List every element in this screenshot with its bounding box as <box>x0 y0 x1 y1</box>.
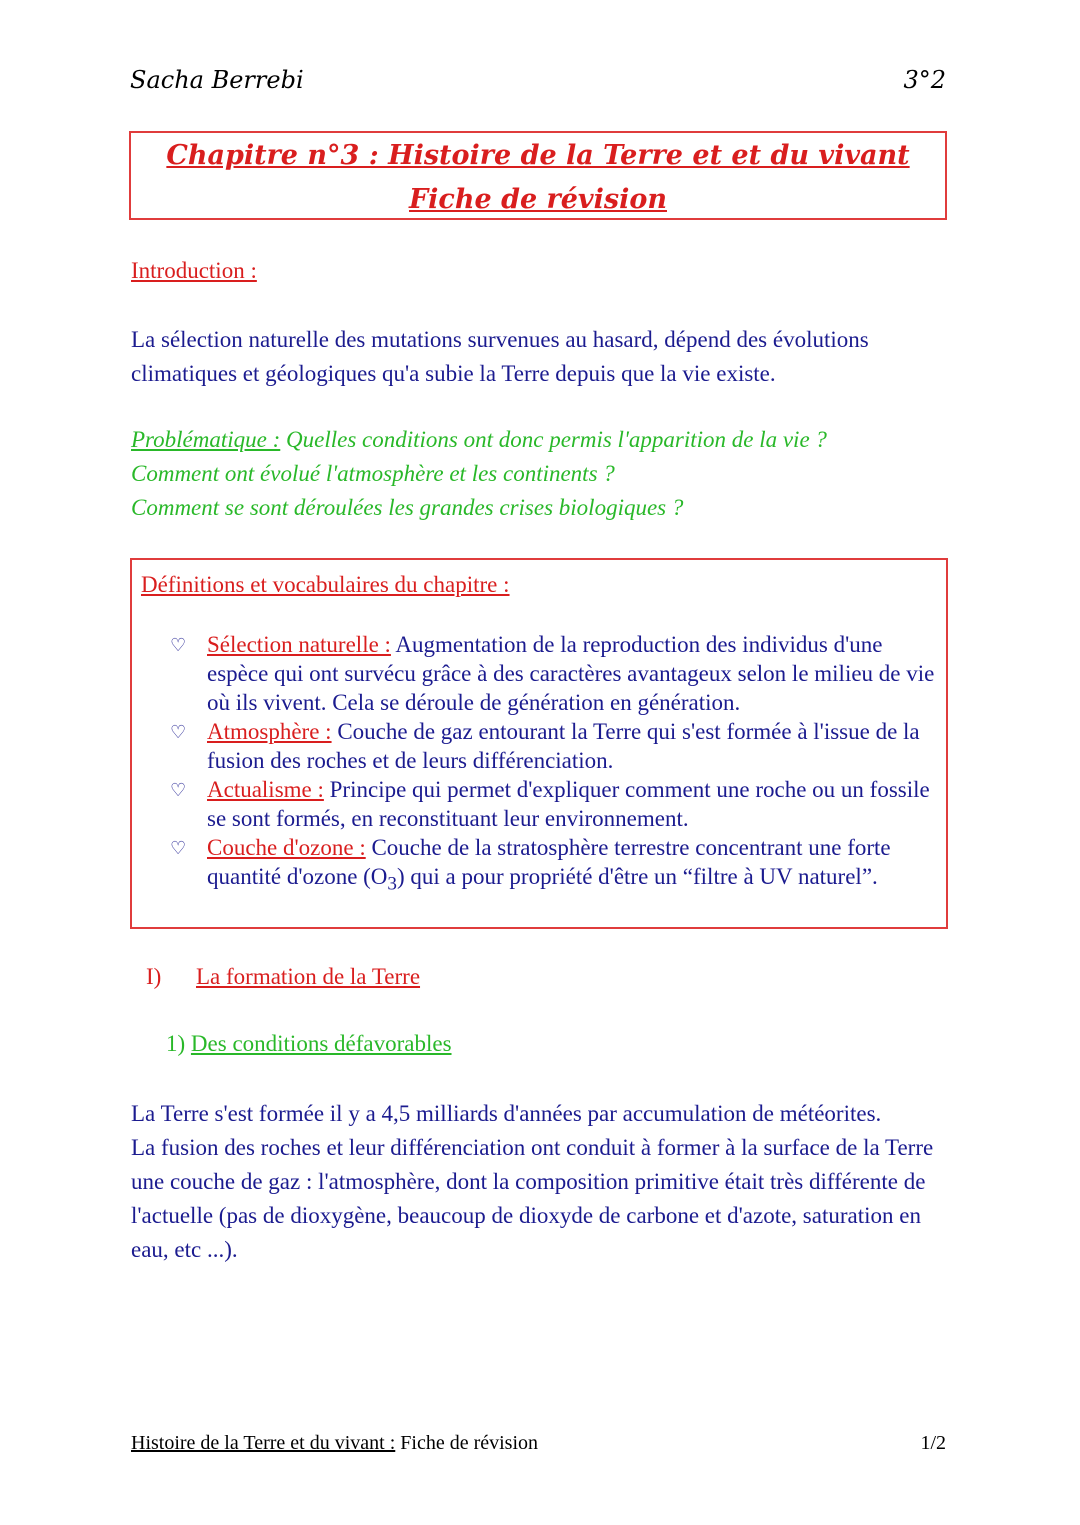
definitions-title: Définitions et vocabulaires du chapitre : <box>141 572 510 597</box>
subsection-title: Des conditions défavorables <box>190 1031 452 1056</box>
problematique-question-1: Quelles conditions ont donc permis l'apparition de la vie ? <box>280 427 827 452</box>
section-heading-1 <box>146 964 420 990</box>
problematique-question-2: Comment ont évolué l'atmosphère et les continents ? <box>131 461 615 486</box>
footer-title <box>131 1432 538 1455</box>
problematique-block <box>131 423 951 525</box>
heart-bullet-icon: ♡ <box>170 838 187 858</box>
problematique-line-1 <box>131 423 951 457</box>
author-name: Sacha Berrebi <box>130 66 304 94</box>
body-paragraph-2: La fusion des roches et leur différenciation ont conduit à former à la surface de la Terre une couche de gaz : l'atmosphère, dont la composition primitive était très différente de l'actuelle (pas de dioxygène, beaucoup de dioxyde de carbone et d'azote, saturation en eau, etc ...). <box>131 1135 934 1262</box>
title-box <box>129 131 947 220</box>
definition-item <box>170 717 940 775</box>
definition-term: Sélection naturelle : <box>207 632 391 657</box>
heart-bullet-icon: ♡ <box>170 780 187 800</box>
heart-bullet-icon: ♡ <box>170 635 187 655</box>
section-number: I) <box>146 964 162 989</box>
subsection-number: 1) <box>166 1031 186 1056</box>
definition-term: Atmosphère : <box>207 719 332 744</box>
class-label: 3°2 <box>903 66 946 94</box>
introduction-text: La sélection naturelle des mutations survenues au hasard, dépend des évolutions climatiques et géologiques qu'a subie la Terre depuis que la vie existe. <box>131 327 869 386</box>
definitions-list <box>170 630 940 899</box>
subsection-heading-1 <box>166 1031 452 1057</box>
definition-text: Augmentation de la reproduction des individus d'une espèce qui ont survécu grâce à des caractères avantageux selon le milieu de vie où ils vivent. Cela se déroule de génération en génération. <box>207 632 935 715</box>
definition-item <box>170 833 940 899</box>
sheet-subtitle: Fiche de révision <box>409 184 667 215</box>
section-title: La formation de la Terre <box>196 964 421 989</box>
definition-text: Couche de gaz entourant la Terre qui s'est formée à l'issue de la fusion des roches et de leurs différenciation. <box>207 719 920 773</box>
footer-title-rest: Fiche de révision <box>395 1432 539 1454</box>
introduction-heading: Introduction : <box>131 258 257 283</box>
definitions-box <box>130 558 948 929</box>
definition-text: Couche de la stratosphère terrestre concentrant une forte quantité d'ozone (O <box>207 835 891 889</box>
heart-bullet-icon: ♡ <box>170 722 187 742</box>
definition-item <box>170 630 940 717</box>
body-paragraph-1: La Terre s'est formée il y a 4,5 milliards d'années par accumulation de météorites. <box>131 1101 882 1126</box>
definition-item <box>170 775 940 833</box>
section-body <box>131 1097 951 1267</box>
ozone-subscript: 3 <box>387 873 397 895</box>
chapter-title: Chapitre n°3 : Histoire de la Terre et et du vivant <box>166 140 910 171</box>
page-number: 1/2 <box>920 1432 946 1454</box>
definition-term: Couche d'ozone : <box>207 835 366 860</box>
definition-text: Principe qui permet d'expliquer comment une roche ou un fossile se sont formés, en reconstituant leur environnement. <box>207 777 930 831</box>
footer-title-underlined: Histoire de la Terre et du vivant : <box>131 1432 396 1454</box>
definition-text-end: ) qui a pour propriété d'être un “filtre à UV naturel”. <box>397 864 878 889</box>
definition-term: Actualisme : <box>207 777 324 802</box>
problematique-question-3: Comment se sont déroulées les grandes crises biologiques ? <box>131 495 684 520</box>
problematique-label: Problématique : <box>131 427 281 452</box>
